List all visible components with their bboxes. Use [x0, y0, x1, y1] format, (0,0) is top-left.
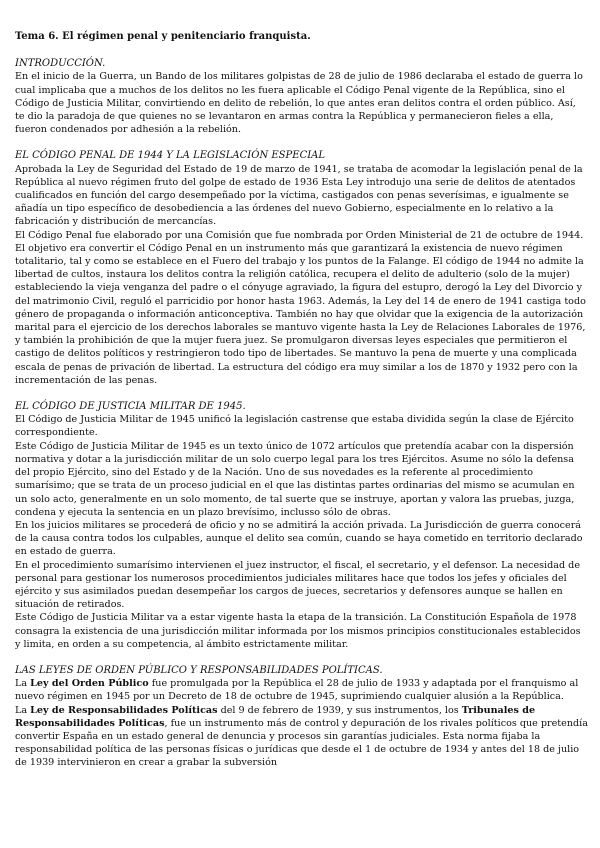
paragraph: Este Código de Justicia Militar de 1945 es un texto único de 1072 artículos que pretendía acabar con la dispersión normativa y dotar a la jurisdicción militar de un solo cuerpo legal para los tres Ejércitos. Asume no sólo la defensa del propio Ejército, sino del Estado y de la Nación. Uno de sus novedades es la referente al procedimiento sumarísimo; que se trata de un proceso judicial en el que las distintas partes ordinarias del mismo se acumulan en un solo acto, generalmente en un solo momento, de tal suerte que se instruye, aportan y valora las pruebas, juzga, condena y ejecuta la sentencia en un plazo brevísimo, inclusso sólo de obras. — [15, 440, 575, 518]
section-codigo-penal-1944 — [15, 149, 588, 387]
text-run: del 9 de febrero de 1939, y sus instrumentos, los — [217, 704, 462, 716]
section-codigo-justicia-militar — [15, 400, 588, 651]
text-run: fue promulgada por la República el 28 de julio de 1933 y adaptada por el franquismo al nuevo régimen en 1945 por un Decreto de 18 de octubre de 1945, suprimiendo cualquier alusión a la República. — [15, 678, 579, 703]
paragraph: Aprobada la Ley de Seguridad del Estado de 19 de marzo de 1941, se trataba de acomodar la legislación penal de la República al nuevo régimen fruto del golpe de estado de 1936 Esta Ley introdujo una serie de delitos de atentados cualificados en función del cargo desempeñado por la víctima, castigados con penas severísimas, e igualmente se añadía un tipo específico de desobediencia a las órdenes del nuevo Gobierno, especialmente en lo relativo a la fabricación y distribución de mercancías. — [15, 163, 583, 228]
bold-term-tribunales: Tribunales de Responsabilidades Políticas — [15, 704, 536, 729]
section-heading: INTRODUCCIÓN. — [15, 58, 106, 70]
paragraph: El Código de Justicia Militar de 1945 unificó la legislación castrense que estaba dividida según la clase de Ejército correspondiente. — [15, 414, 574, 439]
paragraph — [15, 704, 588, 770]
bold-term-ley-responsabilidades: Ley de Responsabilidades Políticas — [30, 704, 218, 716]
paragraph: En los juicios militares se procederá de oficio y no se admitirá la acción privada. La Jurisdicción de guerra conocerá de la causa contra todos los culpables, aunque el delito sea común, cuando se haya cometido en territorio declarado en estado de guerra. — [15, 519, 583, 558]
section-heading: LAS LEYES DE ORDEN PÚBLICO Y RESPONSABILIDADES POLÍTICAS. — [15, 664, 383, 676]
paragraph — [15, 677, 588, 703]
text-run: La — [15, 704, 31, 716]
paragraph: En el procedimiento sumarísimo intervienen el juez instructor, el fiscal, el secretario, y el defensor. La necesidad de personal para gestionar los numerosos procedimientos judiciales militares hace que todos los jefes y oficiales del ejército y sus asimilados puedan desempeñar los cargos de jueces, secretarios y defensores aunque se hallen en situación de retirados. — [15, 559, 580, 611]
text-run: La — [15, 678, 31, 690]
section-leyes-orden-publico — [15, 664, 588, 770]
document-title: Tema 6. El régimen penal y penitenciario franquista. — [15, 31, 311, 42]
text-run: , fue un instrumento más de control y depuración de los rivales políticos que pretendía convertir España en un estado general de denuncia y procesos sin garantías judiciales. Esta norma fijaba la responsabilidad política de las personas físicas o jurídicas que desde el 1 de octubre de 1934 y antes del 18 de julio de 1939 intervinieron en crear a grabar la subversión — [15, 717, 588, 769]
section-heading: EL CÓDIGO DE JUSTICIA MILITAR DE 1945. — [15, 401, 246, 413]
paragraph: Este Código de Justicia Militar va a estar vigente hasta la etapa de la transición. La Constitución Española de 1978 consagra la existencia de una jurisdicción militar informada por los mismos principios constitucionales establecidos y limita, en orden a su competencia, al ámbito estrictamente militar. — [15, 612, 581, 650]
paragraph: En el inicio de la Guerra, un Bando de los militares golpistas de 28 de julio de 1986 declaraba el estado de guerra lo cual implicaba que a muchos de los delitos no les fuera aplicable el Código Penal vigente de la República, sino el Código de Justicia Militar, convirtiendo en delito de rebelión, lo que antes eran delitos contra el orden público. Así, te dio la paradoja de que quienes no se levantaron en armas contra la República y permanecieron fieles a ella, fueron condenados por adhesión a la rebelión. — [15, 71, 583, 136]
bold-term-ley-orden-publico: Ley del Orden Público — [30, 678, 149, 690]
section-heading: EL CÓDIGO PENAL DE 1944 Y LA LEGISLACIÓN ESPECIAL — [15, 150, 326, 162]
section-introduccion — [15, 57, 588, 136]
paragraph: El Código Penal fue elaborado por una Comisión que fue nombrada por Orden Ministerial de 21 de octubre de 1944. El objetivo era convertir el Código Penal en un instrumento más que garantizará la existencia de nuevo régimen totalitario, tal y como se establece en el Fuero del trabajo y los puntos de la Falange. El código de 1944 no admite la libertad de cultos, instaura los delitos contra la religión católica, recupera el delito de adulterio (solo de la mujer) estableciendo la vieja venganza del padre o el cónyuge agraviado, la figura del estupro, derogó la Ley del Divorcio y del matrimonio Civil, reguló el parricidio por honor hasta 1963. Además, la Ley del 14 de enero de 1941 castiga todo género de propaganda o información anticonceptiva. También no hay que olvidar que la exigencia de la autorización marital para el ejercicio de los derechos laborales se mantuvo vigente hasta la Ley de Relaciones Laborales de 1976, y también la prohibición de que la mujer fuera juez. Se promulgaron diversas leyes especiales que permitieron el castigo de delitos políticos y restringieron todo tipo de libertades. Se mantuvo la pena de muerte y una complicada escala de penas de privación de libertad. La estructura del código era muy similar a los de 1870 y 1932 pero con la incrementación de las penas. — [15, 229, 586, 386]
